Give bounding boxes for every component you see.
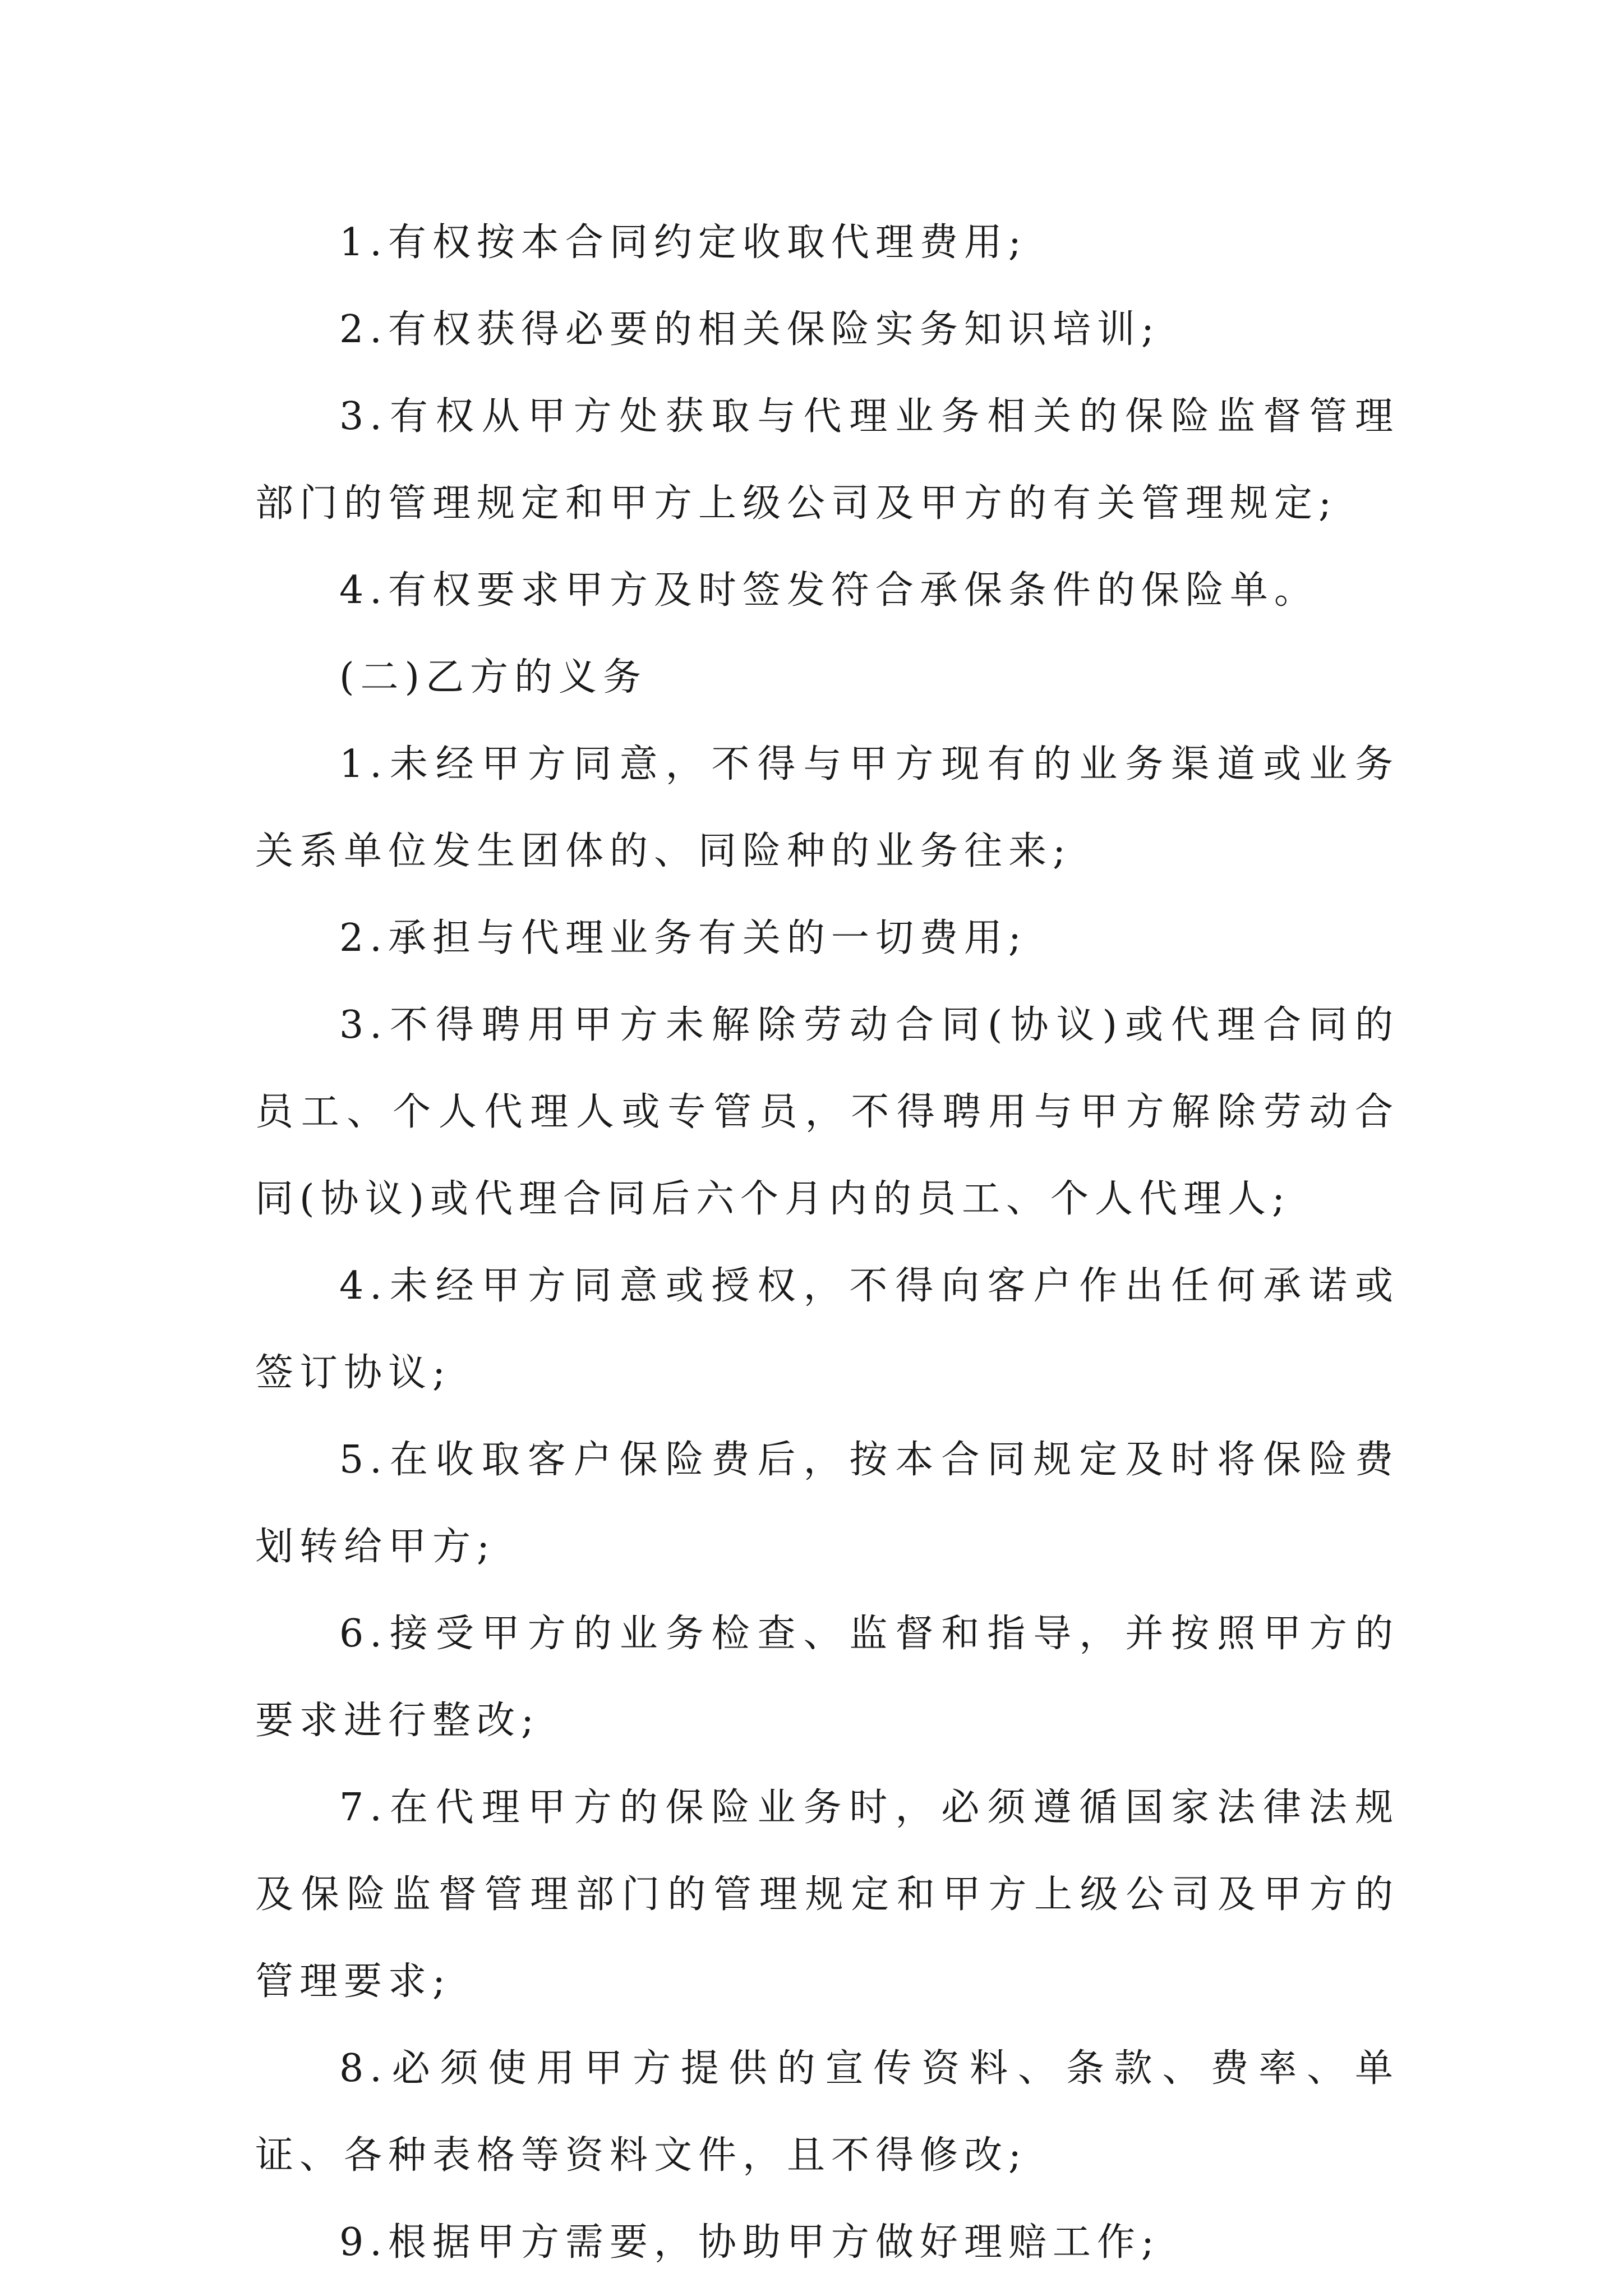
obligation-item-4: 4.未经甲方同意或授权，不得向客户作出任何承诺或签订协议; [255, 1264, 1399, 1395]
obligation-item-1: 1.未经甲方同意，不得与甲方现有的业务渠道或业务关系单位发生团体的、同险种的业务往来; [255, 742, 1399, 873]
right-item-4: 4.有权要求甲方及时签发符合承保条件的保险单。 [339, 568, 1318, 613]
document-body [255, 199, 1399, 2286]
right-item-3: 3.有权从甲方处获取与代理业务相关的保险监督管理部门的管理规定和甲方上级公司及甲方的有关管理规定; [255, 394, 1399, 526]
obligation-item-5: 5.在收取客户保险费后，按本合同规定及时将保险费划转给甲方; [255, 1438, 1399, 1569]
obligation-item-3: 3.不得聘用甲方未解除劳动合同(协议)或代理合同的员工、个人代理人或专管员，不得聘用与甲方解除劳动合同(协议)或代理合同后六个月内的员工、个人代理人; [255, 1003, 1399, 1221]
obligation-item-8: 8.必须使用甲方提供的宣传资料、条款、费率、单证、各种表格等资料文件，且不得修改; [255, 2046, 1399, 2178]
obligation-item-6: 6.接受甲方的业务检查、监督和指导，并按照甲方的要求进行整改; [255, 1612, 1399, 1743]
right-item-1: 1.有权按本合同约定收取代理费用; [339, 220, 1027, 265]
obligation-item-9: 9.根据甲方需要，协助甲方做好理赔工作; [339, 2220, 1160, 2265]
obligation-item-7: 7.在代理甲方的保险业务时，必须遵循国家法律法规及保险监督管理部门的管理规定和甲方上级公司及甲方的管理要求; [255, 1786, 1399, 2004]
obligation-item-2: 2.承担与代理业务有关的一切费用; [339, 916, 1027, 960]
section-heading-obligations: (二)乙方的义务 [339, 655, 648, 700]
right-item-2: 2.有权获得必要的相关保险实务知识培训; [339, 307, 1160, 352]
